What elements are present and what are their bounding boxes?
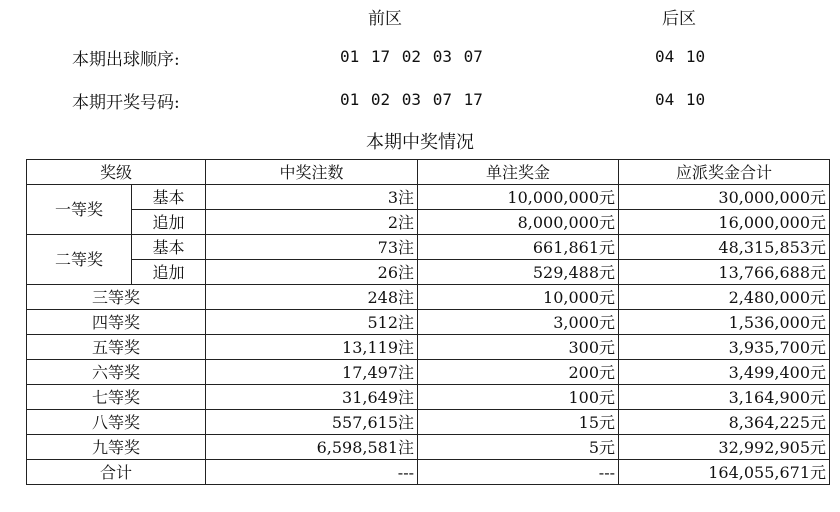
prize-level-name: 七等奖	[27, 385, 206, 410]
total-prize: 30,000,000元	[619, 185, 830, 210]
prize-table	[26, 159, 830, 485]
back-zone-header: 后区	[662, 9, 696, 29]
column-header-winner-count: 中奖注数	[206, 160, 418, 185]
table-row	[27, 210, 830, 235]
column-header-total-prize: 应派奖金合计	[619, 160, 830, 185]
winning-back-numbers: 04 10	[655, 90, 706, 109]
winner-count: 3注	[206, 185, 418, 210]
prize-level-name: 五等奖	[27, 335, 206, 360]
table-row	[27, 235, 830, 260]
total-prize: 16,000,000元	[619, 210, 830, 235]
prize-level-name: 二等奖	[27, 235, 132, 285]
total-prize: 3,935,700元	[619, 335, 830, 360]
winner-count: 17,497注	[206, 360, 418, 385]
prize-sub-type: 基本	[132, 235, 206, 260]
total-prize: 3,499,400元	[619, 360, 830, 385]
table-row	[27, 435, 830, 460]
table-row	[27, 285, 830, 310]
total-prize: 32,992,905元	[619, 435, 830, 460]
winner-count: 26注	[206, 260, 418, 285]
winner-count: ---	[206, 460, 418, 485]
winner-count: 31,649注	[206, 385, 418, 410]
prize-level-name: 一等奖	[27, 185, 132, 235]
table-row	[27, 260, 830, 285]
unit-prize: ---	[418, 460, 619, 485]
total-row-label: 合计	[27, 460, 206, 485]
unit-prize: 8,000,000元	[418, 210, 619, 235]
winning-front-numbers: 01 02 03 07 17	[340, 90, 483, 109]
unit-prize: 15元	[418, 410, 619, 435]
total-prize: 48,315,853元	[619, 235, 830, 260]
total-prize: 1,536,000元	[619, 310, 830, 335]
winner-count: 512注	[206, 310, 418, 335]
prize-level-name: 四等奖	[27, 310, 206, 335]
table-row	[27, 335, 830, 360]
column-header-unit-prize: 单注奖金	[418, 160, 619, 185]
prize-sub-type: 追加	[132, 210, 206, 235]
column-header-prize-level: 奖级	[27, 160, 206, 185]
total-prize: 13,766,688元	[619, 260, 830, 285]
prize-sub-type: 追加	[132, 260, 206, 285]
unit-prize: 200元	[418, 360, 619, 385]
prize-level-name: 六等奖	[27, 360, 206, 385]
prize-level-name: 九等奖	[27, 435, 206, 460]
unit-prize: 10,000元	[418, 285, 619, 310]
draw-order-label: 本期出球顺序:	[72, 50, 180, 70]
table-row	[27, 310, 830, 335]
winning-numbers-label: 本期开奖号码:	[72, 93, 180, 113]
winner-count: 557,615注	[206, 410, 418, 435]
front-zone-header: 前区	[368, 9, 402, 29]
unit-prize: 5元	[418, 435, 619, 460]
table-row	[27, 410, 830, 435]
table-total-row	[27, 460, 830, 485]
unit-prize: 100元	[418, 385, 619, 410]
table-row	[27, 385, 830, 410]
winner-count: 73注	[206, 235, 418, 260]
winner-count: 2注	[206, 210, 418, 235]
unit-prize: 3,000元	[418, 310, 619, 335]
section-title: 本期中奖情况	[366, 132, 474, 153]
unit-prize: 10,000,000元	[418, 185, 619, 210]
table-row	[27, 185, 830, 210]
total-prize: 8,364,225元	[619, 410, 830, 435]
prize-sub-type: 基本	[132, 185, 206, 210]
draw-order-back-numbers: 04 10	[655, 47, 706, 66]
table-row	[27, 360, 830, 385]
grand-total-prize: 164,055,671元	[619, 460, 830, 485]
unit-prize: 661,861元	[418, 235, 619, 260]
total-prize: 3,164,900元	[619, 385, 830, 410]
winner-count: 13,119注	[206, 335, 418, 360]
draw-order-front-numbers: 01 17 02 03 07	[340, 47, 483, 66]
winner-count: 6,598,581注	[206, 435, 418, 460]
unit-prize: 529,488元	[418, 260, 619, 285]
winner-count: 248注	[206, 285, 418, 310]
total-prize: 2,480,000元	[619, 285, 830, 310]
prize-level-name: 三等奖	[27, 285, 206, 310]
unit-prize: 300元	[418, 335, 619, 360]
prize-level-name: 八等奖	[27, 410, 206, 435]
table-header-row	[27, 160, 830, 185]
